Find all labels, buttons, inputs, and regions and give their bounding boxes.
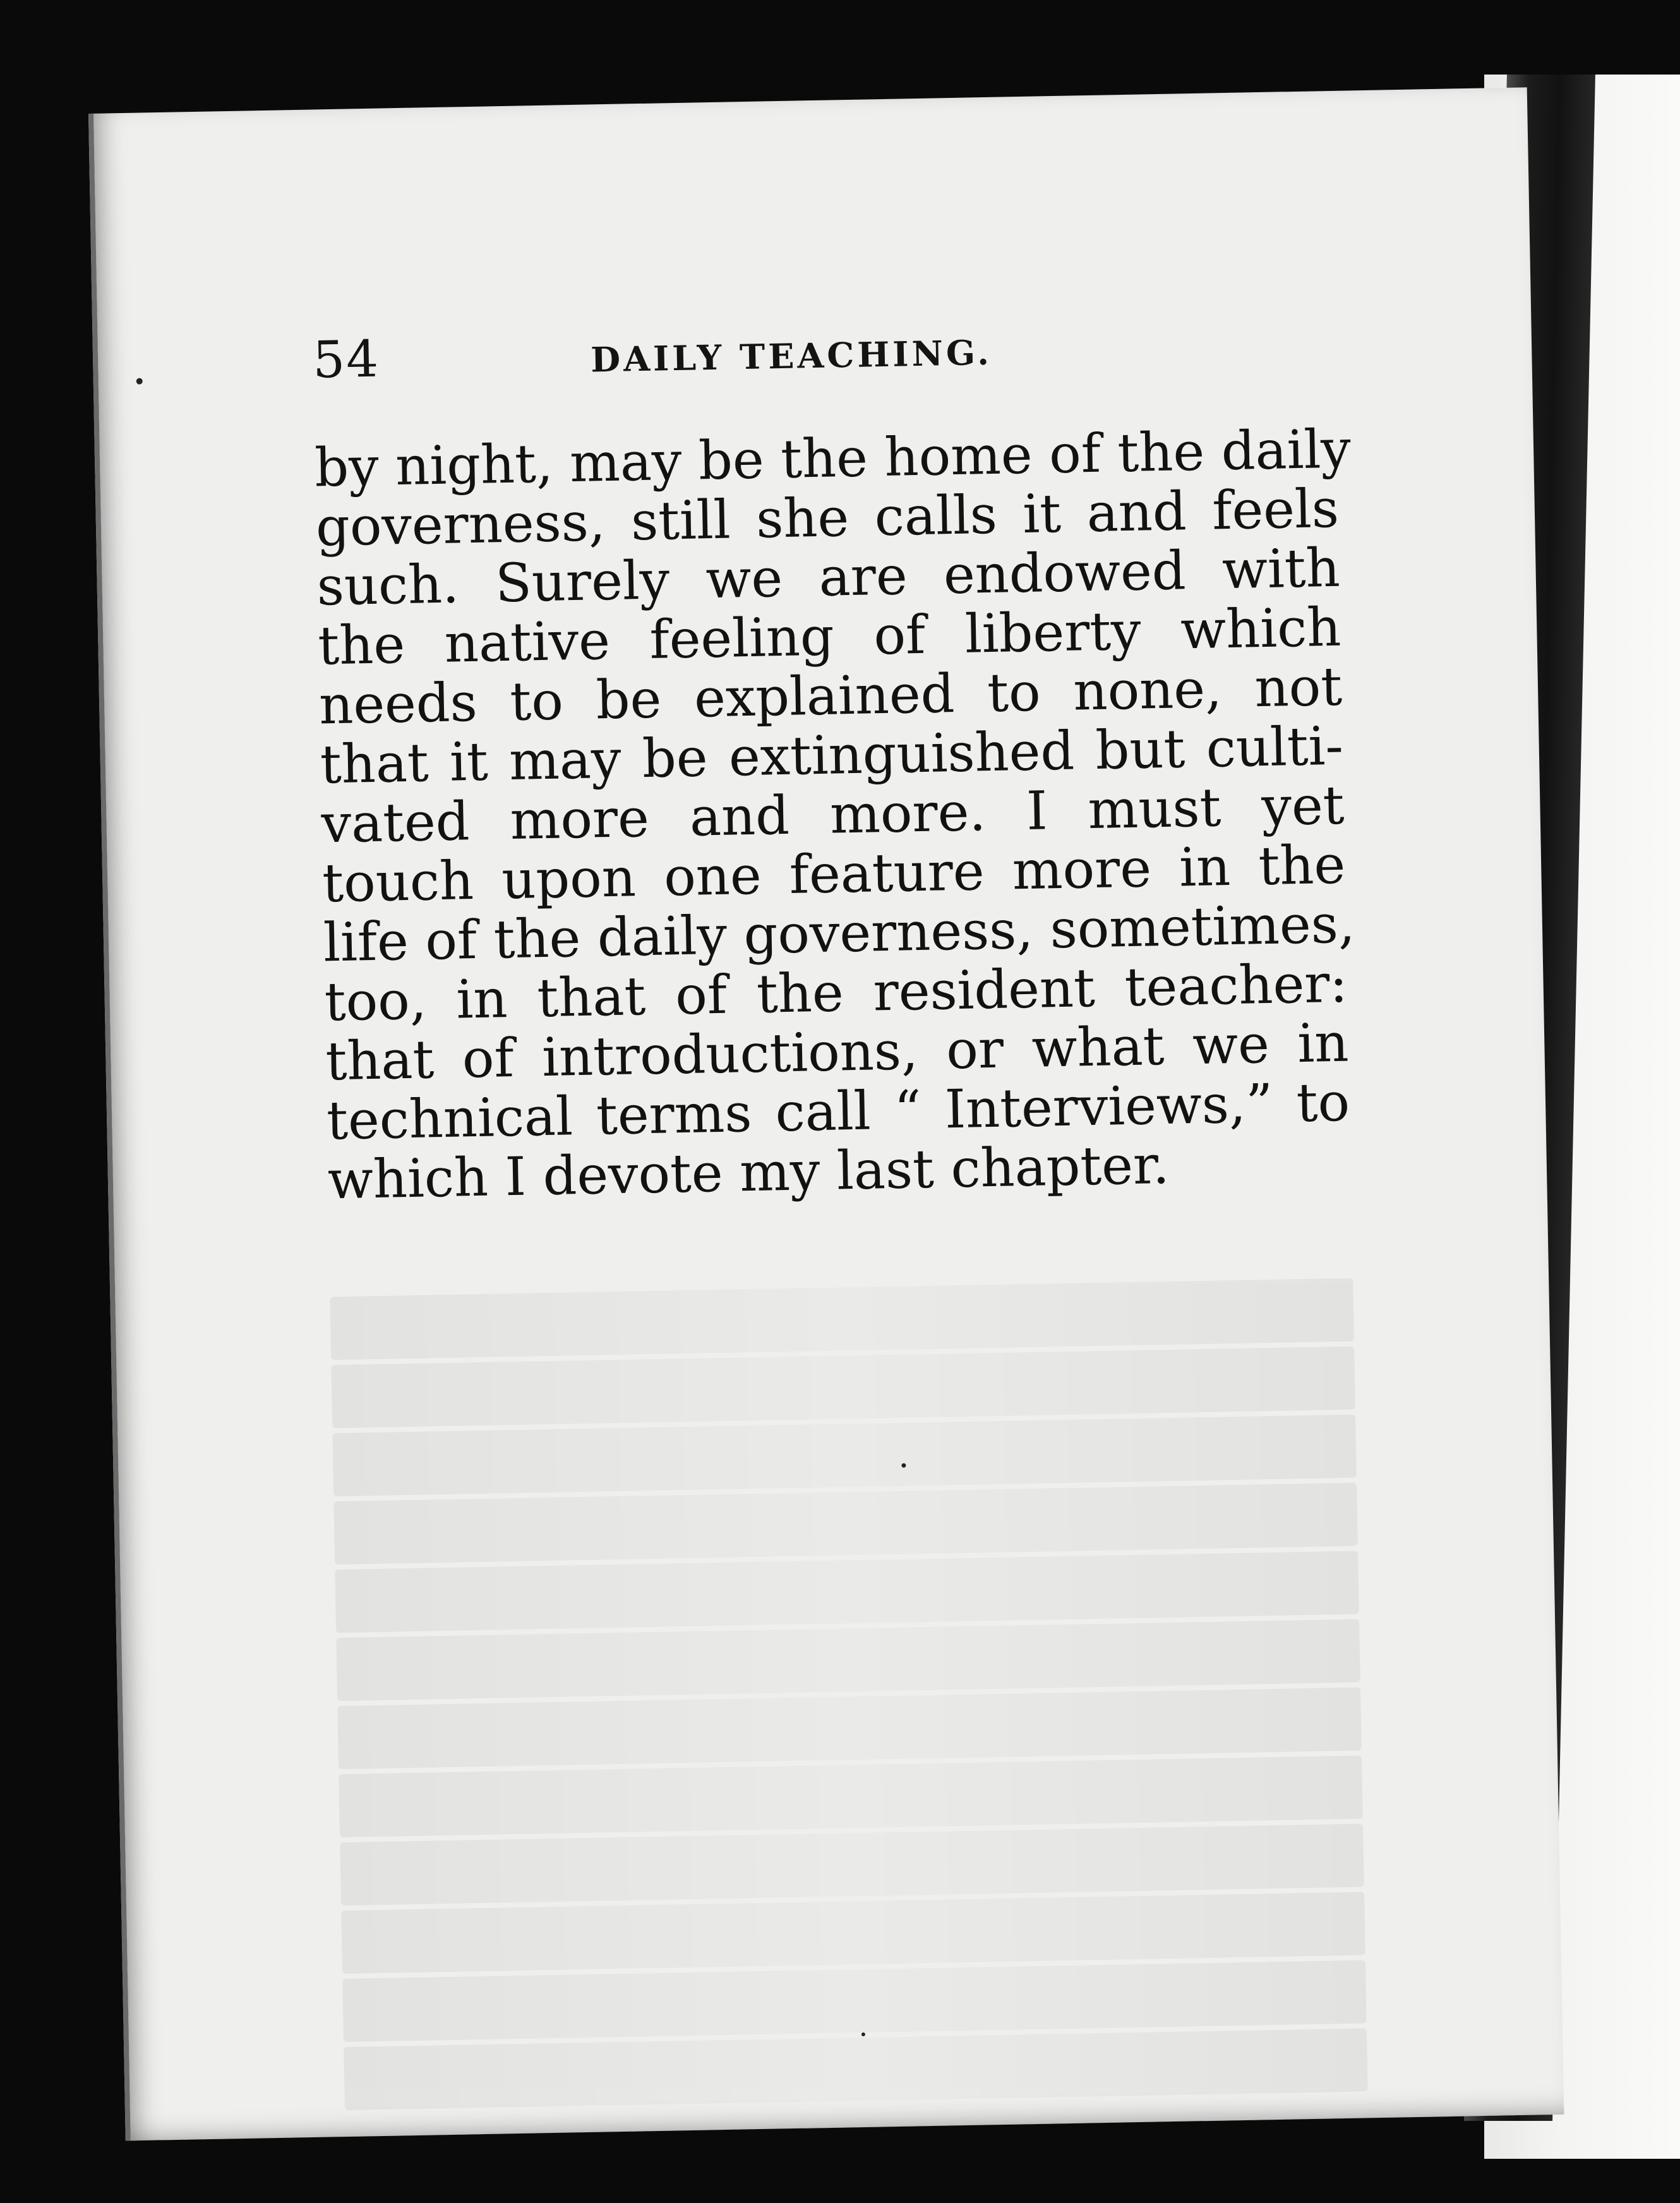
page-number: 54: [312, 329, 380, 390]
text-line: too, in that of the resident teacher:: [323, 952, 1348, 1033]
ink-speck: [136, 378, 143, 385]
text-line: technical terms call “ Interviews,” to: [326, 1071, 1350, 1152]
text-line: governess, still she calls it and feels: [315, 477, 1340, 558]
reverse-side-bleed: [330, 1278, 1367, 2115]
text-line: such. Surely we are endowed with: [316, 536, 1341, 618]
ink-speck: [901, 1463, 906, 1468]
running-title: DAILY TEACHING.: [590, 332, 993, 380]
text-line-final: which I devote my last chapter.: [327, 1133, 1170, 1211]
text-line: that of introductions, or what we in: [325, 1011, 1350, 1093]
body-text: [314, 417, 1356, 1211]
page-content: [312, 312, 1356, 1211]
text-line: by night, may be the home of the daily: [314, 417, 1352, 499]
text-line: needs to be explained to none, not: [318, 655, 1343, 736]
text-line: vated more and more. I must yet: [320, 774, 1345, 855]
text-line: touch upon one feature more in the: [321, 833, 1347, 915]
ink-speck: [861, 2032, 865, 2036]
page-header: [312, 312, 1336, 400]
text-line: the native feeling of liberty which: [317, 596, 1342, 677]
book-page: [88, 87, 1564, 2140]
text-line: that it may be extinguished but culti-: [320, 714, 1344, 796]
text-line: life of the daily governess, sometimes,: [323, 892, 1356, 974]
